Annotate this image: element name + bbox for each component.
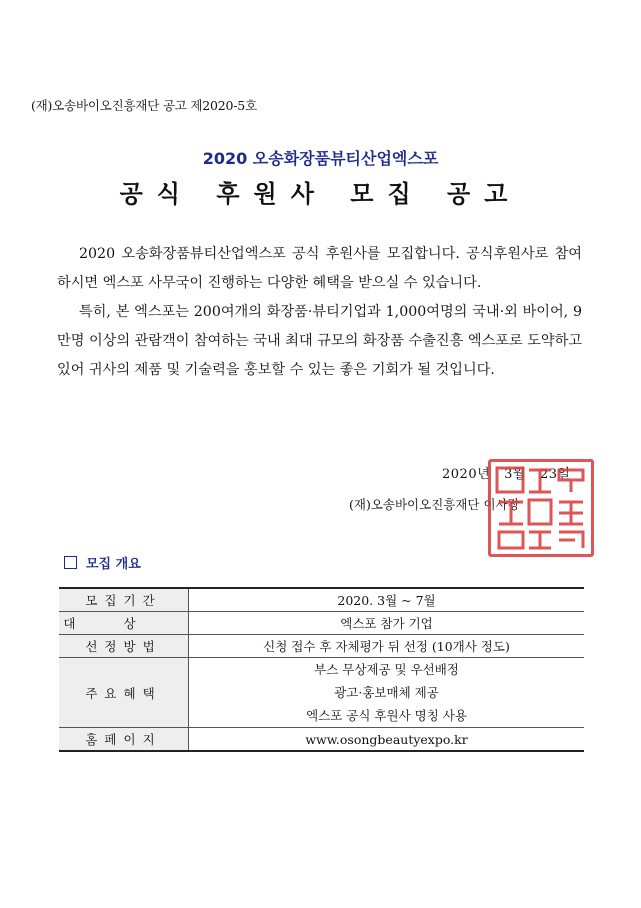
overview-table <box>59 587 584 752</box>
date-year: 2020년 <box>442 467 491 482</box>
benefit-item: 엑스포 공식 후원사 명칭 사용 <box>306 708 467 723</box>
period-label: 모집기간 <box>59 588 189 612</box>
table-row <box>59 658 584 728</box>
body-paragraph-2: 특히, 본 엑스포는 200여개의 화장품·뷰티기업과 1,000여명의 국내·외 바이어, 9만명 이상의 관람객이 참여하는 국내 최대 규모의 화장품 수출진흥 엑스포로 도약하고 있어 귀사의 제품 및 기술력을 홍보할 수 있는 좋은 기회가 될 것입니다. <box>57 304 582 378</box>
benefits-list <box>189 658 585 728</box>
benefits-label: 주요혜택 <box>59 658 189 728</box>
page-title: 공식 후원사 모집 공고 <box>119 180 522 208</box>
target-label: 대상 <box>59 612 189 635</box>
square-icon <box>64 556 77 569</box>
section-heading <box>64 553 141 572</box>
date-month: 3월 <box>504 467 526 482</box>
method-value: 신청 접수 후 자체평가 뒤 선정 (10개사 정도) <box>189 635 585 658</box>
signer: (재)오송바이오진흥재단 이사장 <box>349 497 520 512</box>
method-label: 선정방법 <box>59 635 189 658</box>
table-row <box>59 612 584 635</box>
date-day: 23일 <box>540 467 571 482</box>
homepage-label: 홈페이지 <box>59 728 189 752</box>
target-value: 엑스포 참가 기업 <box>189 612 585 635</box>
seal-glyph-icon <box>491 462 591 554</box>
period-value: 2020. 3월 ~ 7월 <box>337 593 436 608</box>
table-row <box>59 635 584 658</box>
section-heading-label: 모집 개요 <box>86 557 141 572</box>
body-paragraph-1: 2020 오송화장품뷰티산업엑스포 공식 후원사를 모집합니다. 공식후원사로 참여하시면 엑스포 사무국이 진행하는 다양한 혜택을 받으실 수 있습니다. <box>57 246 582 291</box>
table-row <box>59 588 584 612</box>
benefit-item: 광고·홍보매체 제공 <box>334 685 439 700</box>
homepage-link[interactable]: www.osongbeautyexpo.kr <box>189 728 585 752</box>
expo-subtitle: 2020 오송화장품뷰티산업엑스포 <box>202 149 439 168</box>
official-seal <box>488 459 594 557</box>
notice-number: (재)오송바이오진흥재단 공고 제2020-5호 <box>31 98 257 113</box>
benefit-item: 부스 무상제공 및 우선배정 <box>314 662 459 677</box>
table-row <box>59 728 584 752</box>
announcement-body <box>57 240 582 385</box>
